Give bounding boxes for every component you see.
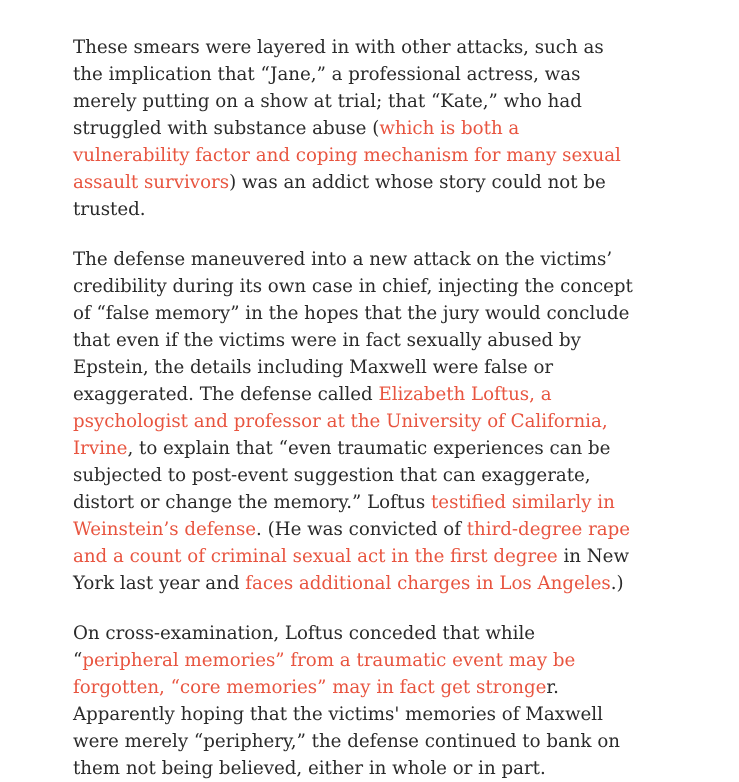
body-text: .)	[610, 573, 624, 594]
body-text: ) was an addict whose story could not be trusted.	[73, 172, 606, 220]
body-text: in New York last year and	[73, 546, 630, 594]
inline-link[interactable]: testified similarly in Weinstein’s defense	[73, 492, 615, 540]
body-text: On cross-examination, Loftus conceded that while “	[73, 623, 536, 671]
inline-link[interactable]: faces additional charges in Los Angeles	[245, 573, 611, 594]
paragraph	[73, 246, 639, 597]
body-text: , to explain that “even traumatic experiences can be subjected to post-event suggestion that can exaggerate, distort or change the memory.” Loftus	[73, 438, 611, 513]
inline-link[interactable]: which is both a vulnerability factor and coping mechanism for many sexual assault survivors	[73, 118, 621, 193]
inline-link[interactable]: Elizabeth Loftus, a psychologist and professor at the University of California, Irvine	[73, 384, 608, 459]
paragraph	[73, 34, 639, 223]
body-text: The defense maneuvered into a new attack on the victims’ credibility during its own case in chief, injecting the concept of “false memory” in the hopes that the jury would conclude that even if the victims were in fact sexually abused by Epstein, the details including Maxwell were false or exaggerated. The defense called	[73, 249, 633, 405]
body-text: r. Apparently hoping that the victims' memories of Maxwell were merely “periphery,” the defense continued to bank on them not being believed, either in whole or in part.	[73, 677, 621, 779]
body-text: . (He was convicted of	[256, 519, 467, 540]
article-body	[73, 34, 639, 782]
inline-link[interactable]: peripheral memories” from a traumatic event may be forgotten, “core memories” may in fact get stronge	[73, 650, 576, 698]
body-text: These smears were layered in with other attacks, such as the implication that “Jane,” a professional actress, was merely putting on a show at trial; that “Kate,” who had struggled with substance abuse (	[73, 37, 604, 139]
inline-link[interactable]: third-degree rape and a count of criminal sexual act in the first degree	[73, 519, 631, 567]
paragraph	[73, 620, 639, 782]
